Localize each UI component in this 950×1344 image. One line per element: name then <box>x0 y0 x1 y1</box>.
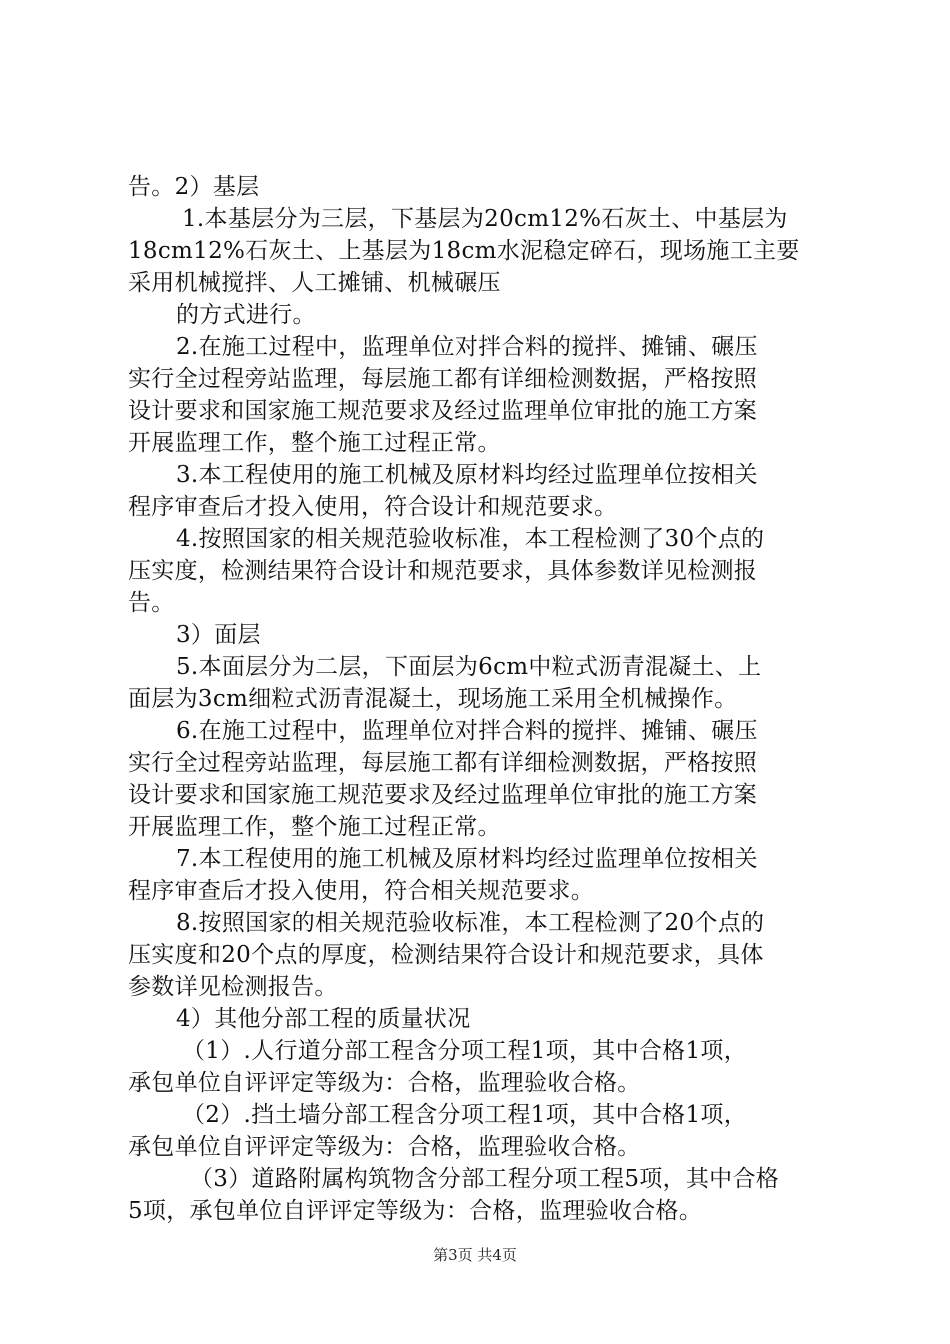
text-line: 承包单位自评评定等级为：合格，监理验收合格。 <box>128 1070 641 1096</box>
text-line: 压实度和20个点的厚度，检测结果符合设计和规范要求，具体 <box>128 942 764 968</box>
text-line: 承包单位自评评定等级为：合格，监理验收合格。 <box>128 1134 641 1160</box>
text-line: 6.在施工过程中，监理单位对拌合料的搅拌、摊铺、碾压 <box>176 718 758 744</box>
text-line: 实行全过程旁站监理，每层施工都有详细检测数据，严格按照 <box>128 366 758 392</box>
text-line: 8.按照国家的相关规范验收标准，本工程检测了20个点的 <box>176 910 765 936</box>
text-line: 4）其他分部工程的质量状况 <box>176 1006 471 1032</box>
text-line: 4.按照国家的相关规范验收标准，本工程检测了30个点的 <box>176 526 765 552</box>
text-line: 2.在施工过程中，监理单位对拌合料的搅拌、摊铺、碾压 <box>176 334 758 360</box>
text-line: 实行全过程旁站监理，每层施工都有详细检测数据，严格按照 <box>128 750 758 776</box>
text-line: 18cm12%石灰土、上基层为18cm水泥稳定碎石，现场施工主要 <box>128 238 800 264</box>
text-line: 1.本基层分为三层，下基层为20cm12%石灰土、中基层为 <box>182 206 788 232</box>
text-line: 的方式进行。 <box>176 302 316 328</box>
text-line: 3）面层 <box>176 622 261 648</box>
text-line: 参数详见检测报告。 <box>128 974 338 1000</box>
text-line: （2）.挡土墙分部工程含分项工程1项，其中合格1项， <box>182 1102 748 1128</box>
text-line: 压实度，检测结果符合设计和规范要求，具体参数详见检测报 <box>128 558 758 584</box>
text-line: 3.本工程使用的施工机械及原材料均经过监理单位按相关 <box>176 462 758 488</box>
text-line: 程序审查后才投入使用，符合设计和规范要求。 <box>128 494 618 520</box>
page-footer: 第3页 共4页 <box>433 1246 517 1264</box>
text-line: 告。 <box>128 590 175 616</box>
text-line: 5项，承包单位自评评定等级为：合格，监理验收合格。 <box>128 1198 703 1224</box>
text-line: 程序审查后才投入使用，符合相关规范要求。 <box>128 878 594 904</box>
text-line: 设计要求和国家施工规范要求及经过监理单位审批的施工方案 <box>128 782 758 808</box>
text-line: （3）道路附属构筑物含分部工程分项工程5项，其中合格 <box>190 1166 780 1192</box>
text-line: 告。2）基层 <box>128 174 260 200</box>
text-line: 5.本面层分为二层，下面层为6cm中粒式沥青混凝土、上 <box>176 654 762 680</box>
text-line: （1）.人行道分部工程含分项工程1项，其中合格1项， <box>182 1038 748 1064</box>
text-line: 面层为3cm细粒式沥青混凝土，现场施工采用全机械操作。 <box>128 686 738 712</box>
document-body <box>128 171 828 1227</box>
text-line: 设计要求和国家施工规范要求及经过监理单位审批的施工方案 <box>128 398 758 424</box>
text-line: 开展监理工作，整个施工过程正常。 <box>128 814 501 840</box>
text-line: 7.本工程使用的施工机械及原材料均经过监理单位按相关 <box>176 846 758 872</box>
text-line: 采用机械搅拌、人工摊铺、机械碾压 <box>128 270 501 296</box>
text-line: 开展监理工作，整个施工过程正常。 <box>128 430 501 456</box>
